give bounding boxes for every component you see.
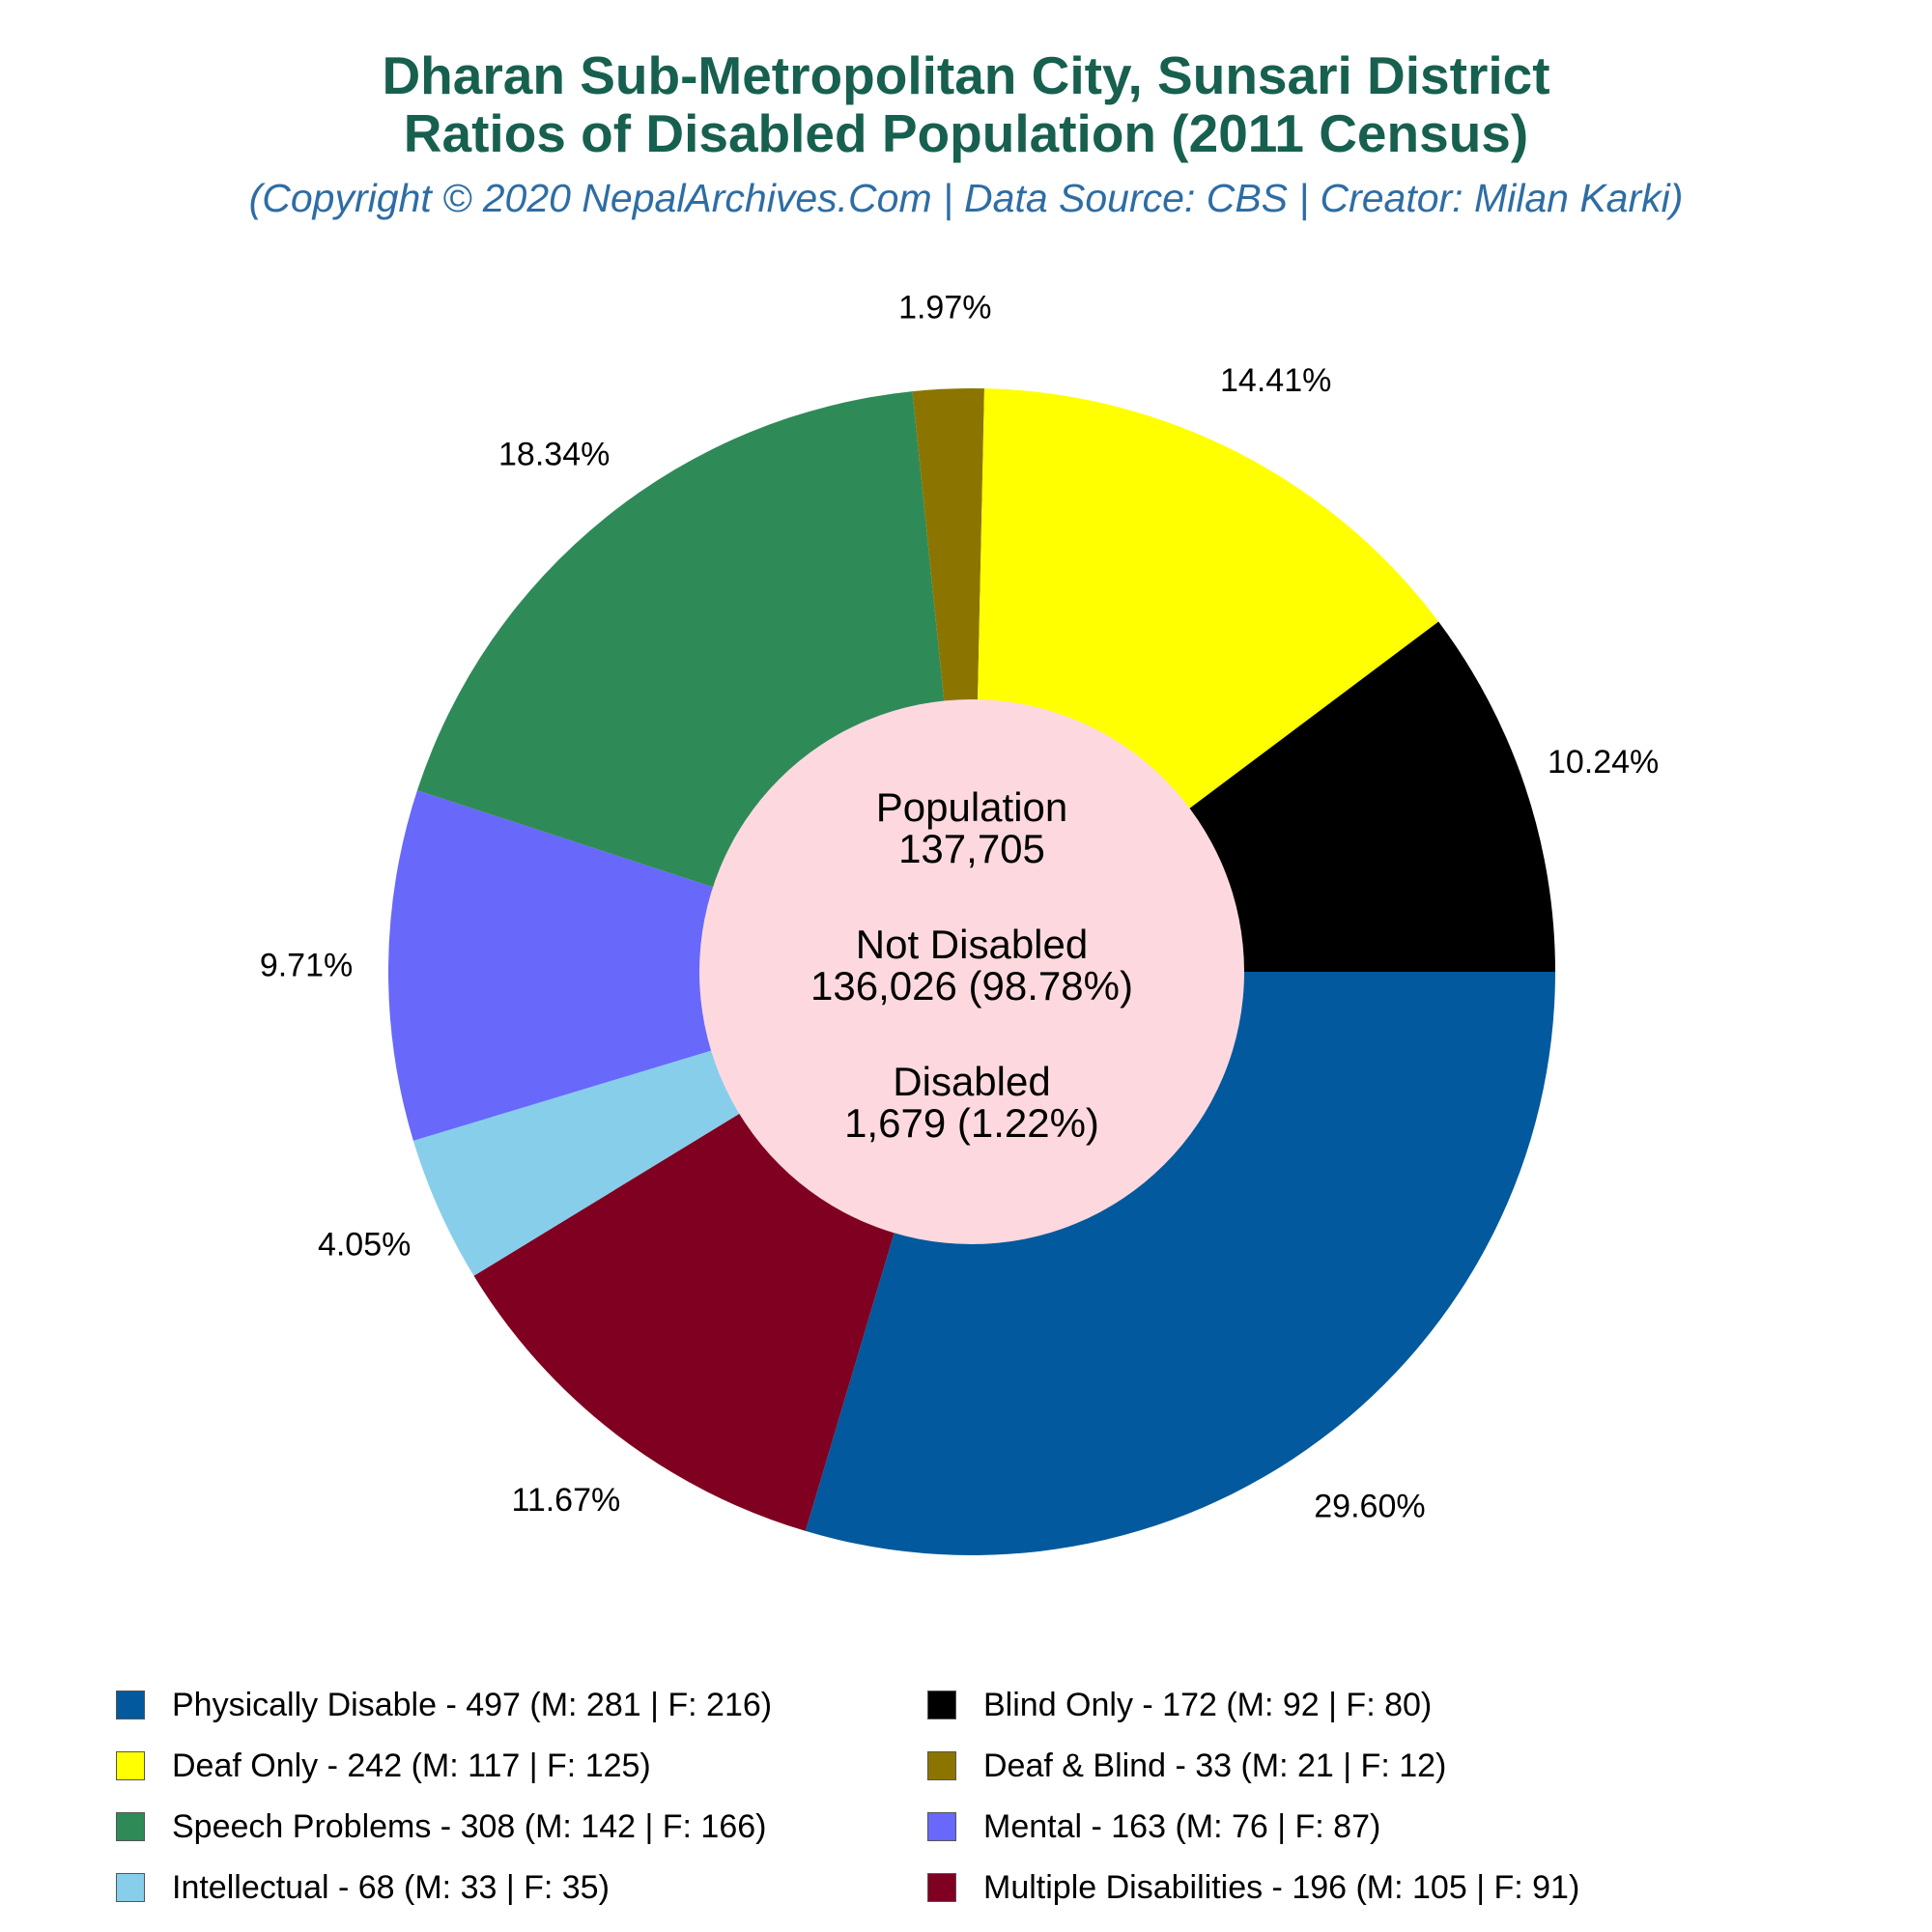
legend-label: Deaf Only - 242 (M: 117 | F: 125) [172, 1747, 651, 1784]
legend-label: Speech Problems - 308 (M: 142 | F: 166) [172, 1807, 767, 1845]
center-population-label: Population [875, 784, 1068, 830]
legend-label: Intellectual - 68 (M: 33 | F: 35) [172, 1868, 610, 1906]
slice-percent-label: 14.41% [1220, 362, 1332, 400]
slice-percent-label: 10.24% [1547, 744, 1660, 781]
slice-percent-label: 18.34% [498, 436, 611, 473]
chart-title: Dharan Sub-Metropolitan City, Sunsari District [382, 45, 1550, 105]
legend-label: Physically Disable - 497 (M: 281 | F: 216) [172, 1686, 773, 1723]
slice-percent-label: 4.05% [317, 1226, 412, 1264]
slice-percent-label: 29.60% [1314, 1488, 1426, 1525]
center-not-disabled-value: 136,026 (98.78%) [810, 963, 1133, 1009]
slice-percent-label: 9.71% [259, 947, 354, 984]
legend-label: Blind Only - 172 (M: 92 | F: 80) [983, 1686, 1433, 1723]
center-not-disabled-label: Not Disabled [855, 922, 1089, 967]
center-population-value: 137,705 [898, 826, 1045, 871]
legend-label: Multiple Disabilities - 196 (M: 105 | F: 91) [983, 1868, 1580, 1906]
slice-percent-label: 11.67% [511, 1482, 621, 1520]
legend-label: Deaf & Blind - 33 (M: 21 | F: 12) [983, 1747, 1447, 1784]
chart-subtitle: (Copyright © 2020 NepalArchives.Com | Data Source: CBS | Creator: Milan Karki) [248, 176, 1684, 220]
center-disabled-value: 1,679 (1.22%) [844, 1100, 1099, 1146]
legend-label: Mental - 163 (M: 76 | F: 87) [983, 1807, 1381, 1845]
slice-percent-label: 1.97% [898, 289, 992, 327]
center-disabled-label: Disabled [893, 1059, 1051, 1104]
chart-title-line-2: Ratios of Disabled Population (2011 Census) [403, 103, 1529, 163]
